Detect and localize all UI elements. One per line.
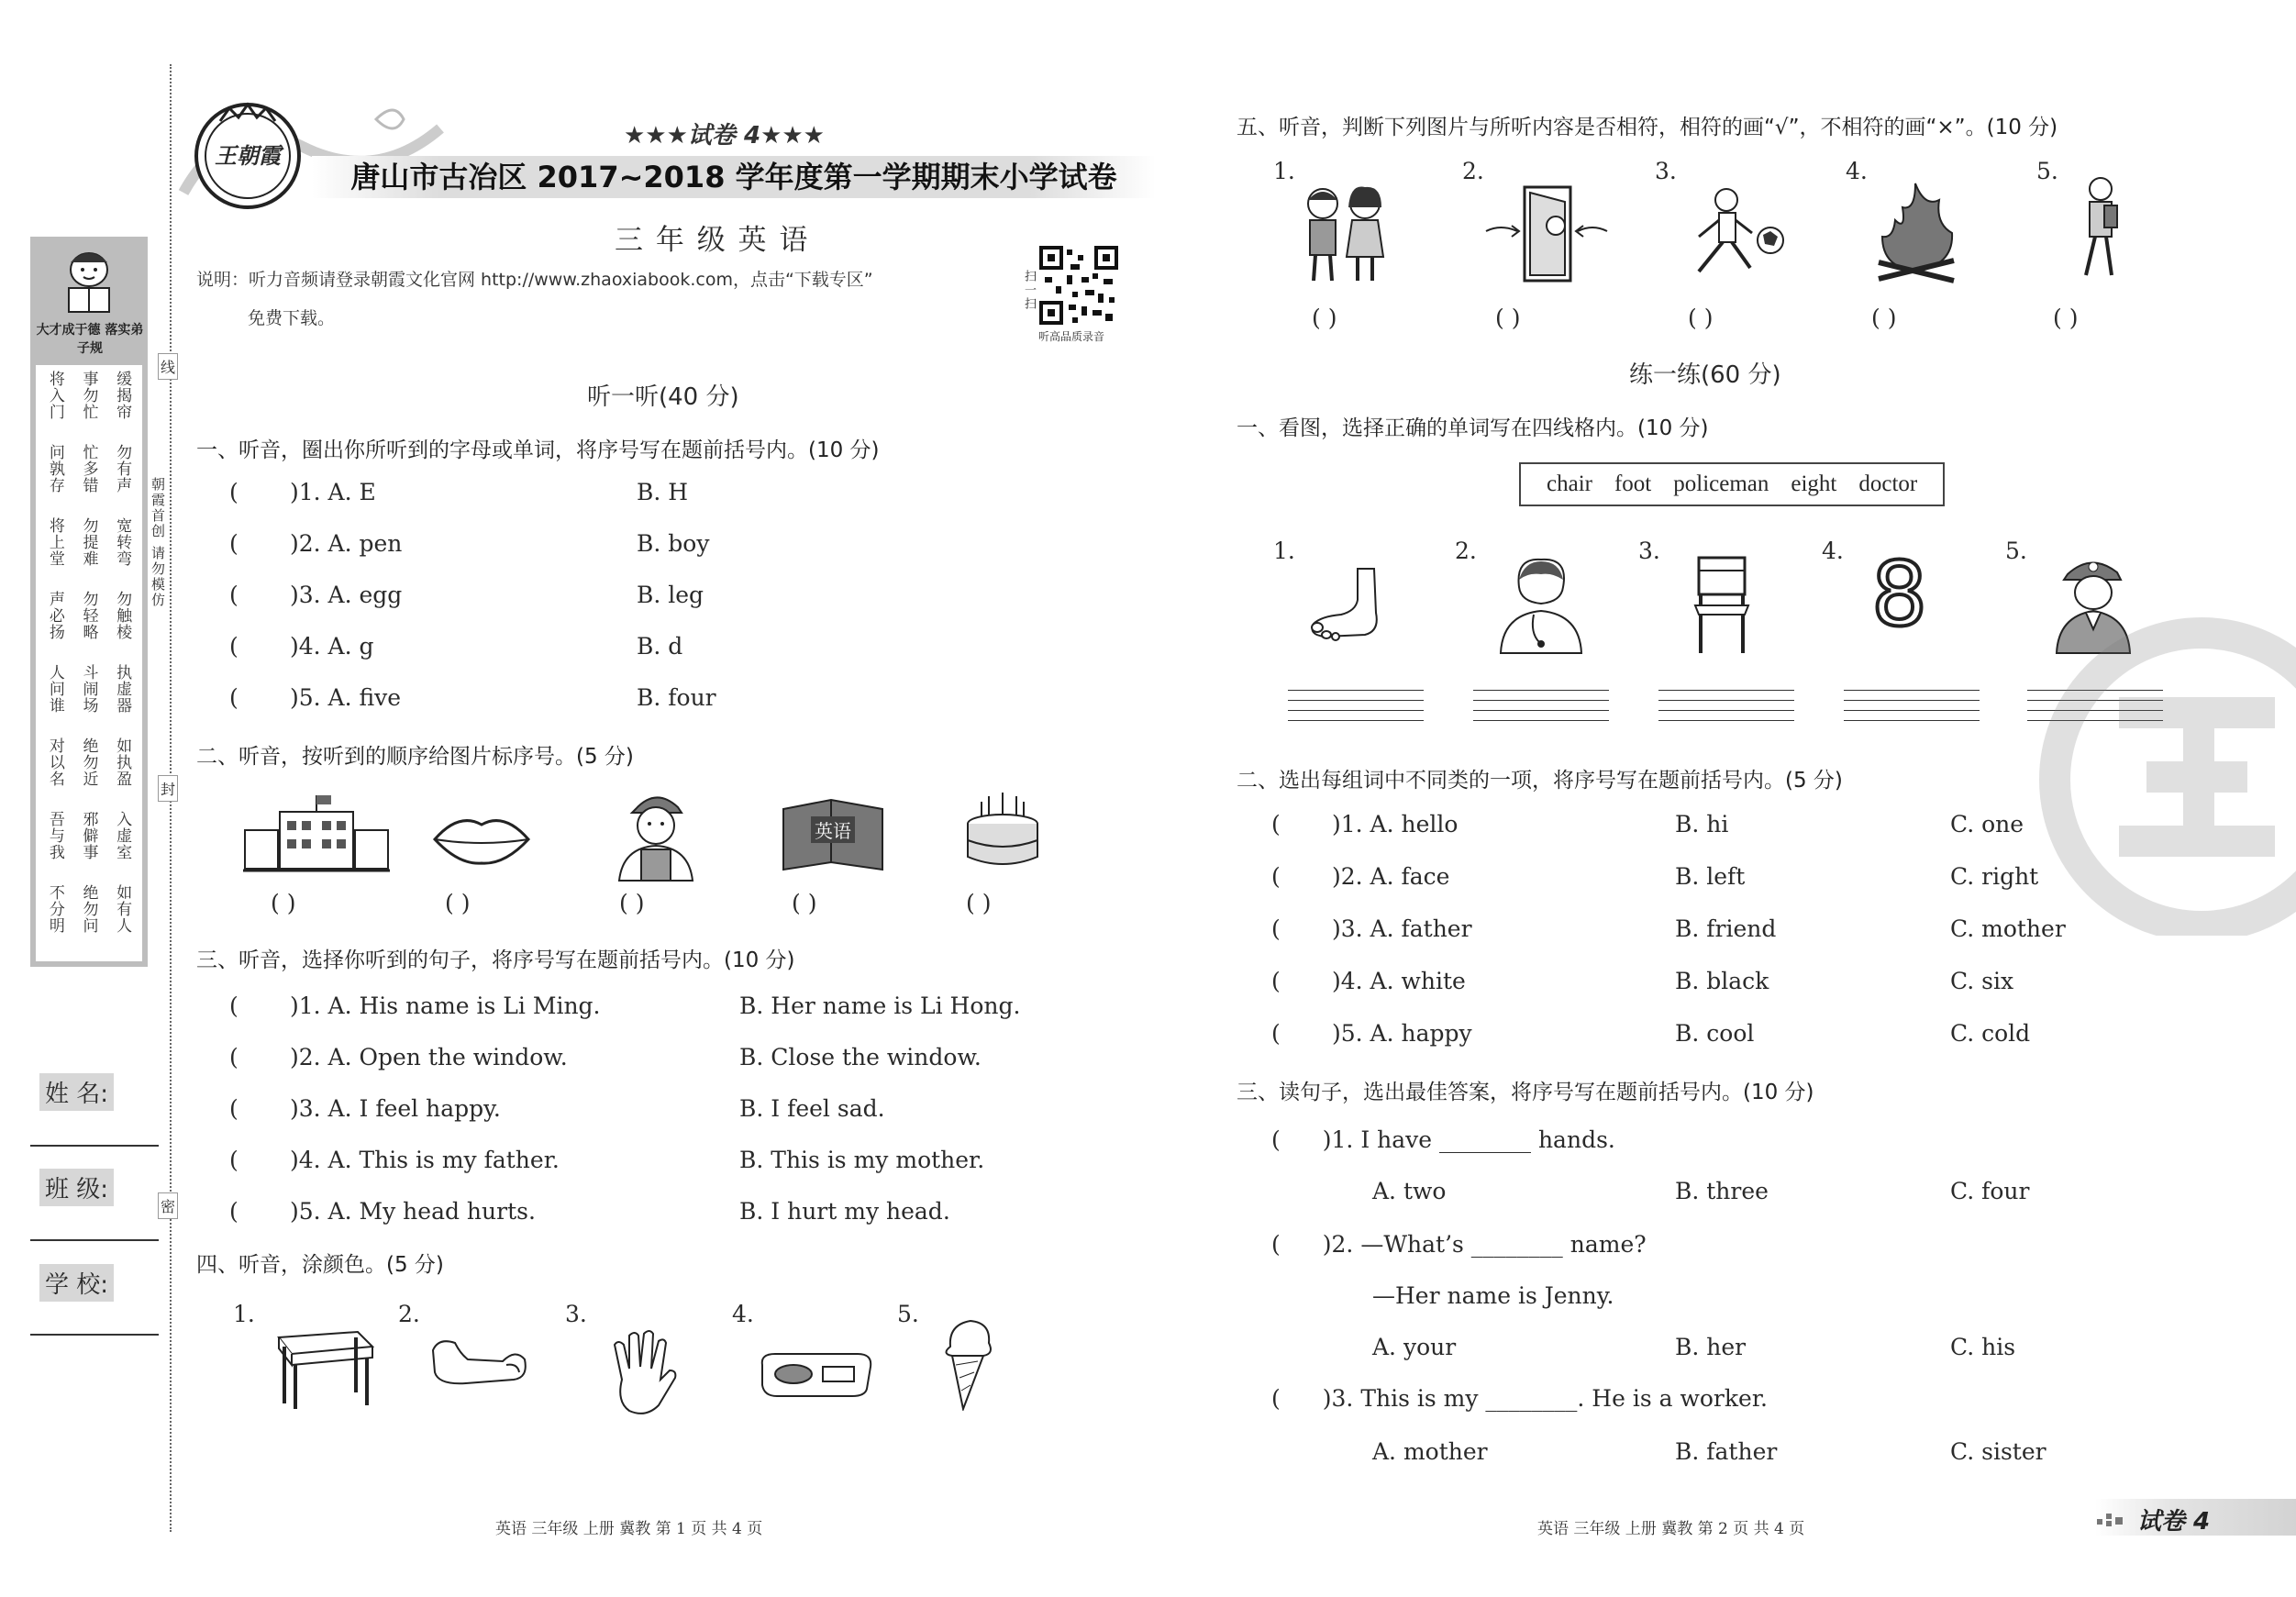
section-5-num-5: 5.	[2036, 158, 2058, 184]
four-line-grid-3	[1658, 690, 1794, 730]
section-4-num-3: 3.	[565, 1301, 587, 1327]
word-option: doctor	[1858, 471, 1918, 496]
practice-3-q3-b: B. father	[1675, 1438, 1778, 1465]
option-a: )2. A. pen	[290, 530, 403, 557]
option-a: )5. A. five	[290, 684, 402, 711]
sidebar-panel	[30, 237, 148, 967]
name-line	[30, 1145, 159, 1147]
answer-bracket[interactable]: (	[229, 530, 238, 557]
birthday-cake-icon	[961, 787, 1044, 879]
foot-icon	[1306, 563, 1398, 646]
exam-badge: ★★★试卷 4★★★	[624, 122, 825, 150]
practice-3-q3-c: C. sister	[1950, 1438, 2046, 1465]
option-b: B. Her name is Li Hong.	[739, 993, 1021, 1019]
option-b: B. friend	[1675, 915, 1777, 942]
practice-section-1-title: 一、看图，选择正确的单词写在四线格内。(10 分)	[1237, 416, 1709, 440]
copyright-note: 朝霞首创 请勿模仿	[150, 477, 166, 608]
practice-3-q2-line2: —Her name is Jenny.	[1372, 1282, 1614, 1309]
question-row	[229, 530, 710, 557]
option-a: )2. A. Open the window.	[290, 1044, 568, 1070]
class-label: 班 级:	[39, 1169, 114, 1206]
qr-side-text: 扫一扫	[1022, 270, 1036, 311]
brand-logo	[193, 101, 303, 211]
practice-3-q1-b: B. three	[1675, 1178, 1769, 1204]
practice-section-2-title: 二、选出每组词中不同类的一项，将序号写在题前括号内。(5 分)	[1237, 769, 1843, 793]
answer-bracket[interactable]: ( )	[619, 890, 645, 916]
rule-text: 执虚器	[113, 664, 132, 714]
option-a: )1. A. hello	[1332, 811, 1459, 837]
rule-text: 将上堂	[45, 517, 64, 567]
option-a: )3. A. father	[1332, 915, 1472, 942]
option-b: B. I feel sad.	[739, 1095, 885, 1122]
closing-door-icon	[1482, 183, 1611, 284]
option-a: )2. A. face	[1332, 863, 1450, 890]
practice-3-q2-b: B. her	[1675, 1334, 1747, 1360]
question-row	[229, 684, 716, 711]
option-b: B. four	[637, 684, 716, 711]
english-book-picture	[780, 796, 886, 875]
section-5-num-2: 2.	[1462, 158, 1484, 184]
word-option: chair	[1547, 471, 1592, 496]
fold-mark-line: 线	[158, 353, 178, 380]
four-line-grid-1	[1288, 690, 1424, 730]
answer-bracket[interactable]: (	[1271, 968, 1281, 994]
option-a: )4. A. This is my father.	[290, 1147, 560, 1173]
rule-text: 缓揭帘	[113, 371, 132, 420]
section-1-title: 一、听音，圈出你所听到的字母或单词，将序号写在题前括号内。(10 分)	[196, 438, 880, 462]
fold-mark-secret: 密	[158, 1192, 178, 1219]
answer-bracket[interactable]: (	[229, 1095, 238, 1122]
section-3-title: 三、听音，选择你听到的句子，将序号写在题前括号内。(10 分)	[196, 948, 795, 972]
option-c: C. cold	[1950, 1020, 2031, 1047]
answer-bracket[interactable]: ( )	[445, 890, 471, 916]
answer-bracket[interactable]: ( )	[1871, 305, 1897, 331]
rule-text: 如执盈	[113, 738, 132, 787]
exam-title-bar	[312, 156, 1156, 198]
brand-name: 王朝霞	[215, 145, 281, 169]
digit-eight: 8	[1871, 543, 1928, 646]
rule-text: 绝勿近	[79, 738, 98, 787]
section-5-num-1: 1.	[1273, 158, 1295, 184]
rule-text: 绝勿问	[79, 884, 98, 934]
option-b: B. black	[1675, 968, 1769, 994]
practice-section-3-title: 三、读句子，选出最佳答案，将序号写在题前括号内。(10 分)	[1237, 1081, 1814, 1104]
option-c: C. mother	[1950, 915, 2066, 942]
answer-bracket[interactable]: ( )	[271, 890, 296, 916]
practice-title: 练一练(60 分)	[1629, 361, 1781, 389]
sidebar-motto: 大才成于德 落实弟子规	[36, 323, 144, 356]
answer-bracket[interactable]: (	[1271, 1020, 1281, 1047]
practice-1-num-2: 2.	[1455, 538, 1477, 564]
book-label: 英语	[811, 816, 855, 843]
rule-text: 勿有声	[113, 444, 132, 494]
fire-icon	[1875, 180, 1958, 284]
question-row	[229, 993, 1021, 1019]
option-b: B. This is my mother.	[739, 1147, 985, 1173]
answer-bracket[interactable]: (	[229, 633, 238, 660]
download-note-2: 免费下载。	[248, 308, 336, 328]
school-line	[30, 1334, 159, 1336]
rule-text: 问孰存	[45, 444, 64, 494]
question-row	[1271, 915, 2066, 942]
rules-grid	[36, 365, 142, 939]
practice-3-q1: ( )1. I have ________ hands.	[1271, 1126, 1615, 1153]
question-row	[1271, 968, 2014, 994]
download-note: 说明：听力音频请登录朝霞文化官网 http://www.zhaoxiabook.com，点击“下载专区”	[196, 270, 873, 290]
answer-bracket[interactable]: (	[229, 1198, 238, 1225]
section-4-title: 四、听音，涂颜色。(5 分)	[196, 1253, 444, 1277]
question-row	[229, 633, 683, 660]
practice-3-q2-c: C. his	[1950, 1334, 2016, 1360]
question-row	[229, 1198, 950, 1225]
word-option: policeman	[1673, 471, 1769, 496]
rule-text: 邪僻事	[79, 811, 98, 860]
practice-3-q2: ( )2. —What’s ________ name?	[1271, 1231, 1647, 1258]
answer-bracket[interactable]: ( )	[1688, 305, 1714, 331]
question-row	[229, 1044, 982, 1070]
answer-bracket[interactable]: (	[229, 582, 238, 608]
answer-bracket[interactable]: (	[229, 479, 238, 505]
footer-right: 英语 三年级 上册 冀教 第 2 页 共 4 页	[1537, 1520, 1805, 1538]
option-a: )1. A. His name is Li Ming.	[290, 993, 601, 1019]
four-line-grid-2	[1473, 690, 1609, 730]
option-c: C. right	[1950, 863, 2039, 890]
practice-3-q1-a: A. two	[1372, 1178, 1447, 1204]
section-5-title: 五、听音，判断下列图片与所听内容是否相符，相符的画“√”，不相符的画“×”。(10 分)	[1237, 116, 2058, 139]
rule-text: 勿轻略	[79, 591, 98, 640]
section-4-num-5: 5.	[897, 1301, 919, 1327]
rule-text: 如有人	[113, 884, 132, 934]
desk-icon	[266, 1328, 376, 1411]
arm-icon	[429, 1332, 530, 1396]
option-b: B. boy	[637, 530, 710, 557]
school-label: 学 校:	[39, 1264, 114, 1302]
boy-and-girl-icon	[1293, 180, 1394, 284]
section-2-title: 二、听音，按听到的顺序给图片标序号。(5 分)	[196, 745, 634, 769]
rule-text: 不分明	[45, 884, 64, 934]
section-4-num-4: 4.	[732, 1301, 754, 1327]
watermark-seal-icon	[2018, 605, 2296, 936]
option-a: )4. A. g	[290, 633, 374, 660]
answer-bracket[interactable]: ( )	[1312, 305, 1337, 331]
school-building-icon	[243, 793, 390, 876]
class-line	[30, 1239, 159, 1241]
answer-bracket[interactable]: (	[1271, 863, 1281, 890]
answer-bracket[interactable]: (	[229, 1147, 238, 1173]
practice-1-num-3: 3.	[1638, 538, 1660, 564]
footer-left: 英语 三年级 上册 冀教 第 1 页 共 4 页	[495, 1520, 763, 1538]
walking-boy-icon	[2068, 172, 2132, 283]
question-row	[1271, 863, 2039, 890]
pixel-decoration-icon	[2095, 1510, 2132, 1528]
practice-1-num-5: 5.	[2005, 538, 2027, 564]
option-b: B. cool	[1675, 1020, 1755, 1047]
answer-bracket[interactable]: (	[229, 993, 238, 1019]
qr-caption: 听高品质录音	[1038, 330, 1105, 343]
chair-icon	[1690, 554, 1754, 655]
option-a: )4. A. white	[1332, 968, 1466, 994]
option-b: B. hi	[1675, 811, 1729, 837]
rule-text: 斗闹场	[79, 664, 98, 714]
q3-text: )3. This is my ________. He is a worker.	[1322, 1385, 1768, 1412]
rule-text: 对以名	[45, 738, 64, 787]
footer-badge	[2095, 1499, 2296, 1536]
answer-bracket[interactable]: (	[1271, 915, 1281, 942]
option-c: C. one	[1950, 811, 2024, 837]
answer-bracket[interactable]: ( )	[1495, 305, 1521, 331]
rule-text: 宽转弯	[113, 517, 132, 567]
subject-title: 三 年 级 英 语	[615, 224, 810, 257]
word-bank	[1519, 462, 1945, 506]
practice-3-q3-a: A. mother	[1372, 1438, 1488, 1465]
option-b: B. leg	[637, 582, 704, 608]
rule-text: 将入门	[45, 371, 64, 420]
rule-text: 声必扬	[45, 591, 64, 640]
answer-bracket[interactable]: (	[1271, 811, 1281, 837]
option-b: B. Close the window.	[739, 1044, 982, 1070]
option-b: B. left	[1675, 863, 1746, 890]
rule-text: 勿提难	[79, 517, 98, 567]
option-a: )1. A. E	[290, 479, 376, 505]
rule-text: 入虚室	[113, 811, 132, 860]
hand-icon	[605, 1328, 679, 1420]
listening-title: 听一听(40 分)	[587, 383, 739, 411]
boy-reading-icon	[50, 244, 128, 319]
word-option: eight	[1791, 471, 1837, 496]
pencil-box-icon	[757, 1347, 876, 1402]
question-row	[229, 1095, 885, 1122]
rule-text: 忙多错	[79, 444, 98, 494]
option-a: )3. A. I feel happy.	[290, 1095, 501, 1122]
question-row	[229, 582, 704, 608]
answer-bracket[interactable]: ( )	[2053, 305, 2079, 331]
option-c: C. six	[1950, 968, 2014, 994]
practice-1-num-4: 4.	[1822, 538, 1844, 564]
sidebar-rules	[36, 365, 142, 961]
practice-1-num-1: 1.	[1273, 538, 1295, 564]
doctor-icon	[1497, 554, 1585, 655]
word-option: foot	[1614, 471, 1652, 496]
exam-title: 唐山市古冶区 2017~2018 学年度第一学期期末小学试卷	[350, 160, 1117, 194]
lips-icon	[431, 812, 532, 867]
option-b: B. d	[637, 633, 683, 660]
answer-bracket[interactable]: ( )	[966, 890, 992, 916]
option-a: )5. A. happy	[1332, 1020, 1472, 1047]
fold-mark-seal: 封	[158, 775, 178, 802]
rule-text: 事勿忙	[79, 371, 98, 420]
question-row	[1271, 1020, 2031, 1047]
four-line-grid-4	[1844, 690, 1980, 730]
name-label: 姓 名:	[39, 1073, 114, 1111]
q1-text: )1. I have ________ hands.	[1322, 1126, 1615, 1153]
answer-bracket[interactable]: (	[229, 1044, 238, 1070]
section-5-num-3: 3.	[1655, 158, 1677, 184]
question-row	[229, 1147, 985, 1173]
practice-3-q1-c: C. four	[1950, 1178, 2030, 1204]
answer-bracket[interactable]: ( )	[792, 890, 817, 916]
section-5-num-4: 4.	[1846, 158, 1868, 184]
practice-3-q2-a: A. your	[1372, 1334, 1457, 1360]
qr-code-icon	[1039, 246, 1118, 325]
boy-kicking-ball-icon	[1686, 183, 1787, 284]
footer-badge-text: 试卷 4	[2137, 1508, 2211, 1536]
q2-text: )2. —What’s ________ name?	[1322, 1231, 1647, 1258]
section-4-num-2: 2.	[398, 1301, 420, 1327]
rule-text: 人问谁	[45, 664, 64, 714]
worker-man-icon	[610, 782, 702, 882]
question-row	[1271, 811, 2024, 837]
option-b: B. H	[637, 479, 689, 505]
option-a: )3. A. egg	[290, 582, 403, 608]
option-a: )5. A. My head hurts.	[290, 1198, 536, 1225]
question-row	[229, 479, 689, 505]
rule-text: 吾与我	[45, 811, 64, 860]
answer-bracket[interactable]: (	[229, 684, 238, 711]
ice-cream-icon	[936, 1314, 1000, 1411]
section-4-num-1: 1.	[233, 1301, 255, 1327]
left-sidebar	[30, 237, 150, 1299]
option-b: B. I hurt my head.	[739, 1198, 950, 1225]
practice-3-q3: ( )3. This is my ________. He is a worker.	[1271, 1385, 1768, 1412]
qr-code[interactable]	[1039, 246, 1118, 325]
rule-text: 勿触棱	[113, 591, 132, 640]
